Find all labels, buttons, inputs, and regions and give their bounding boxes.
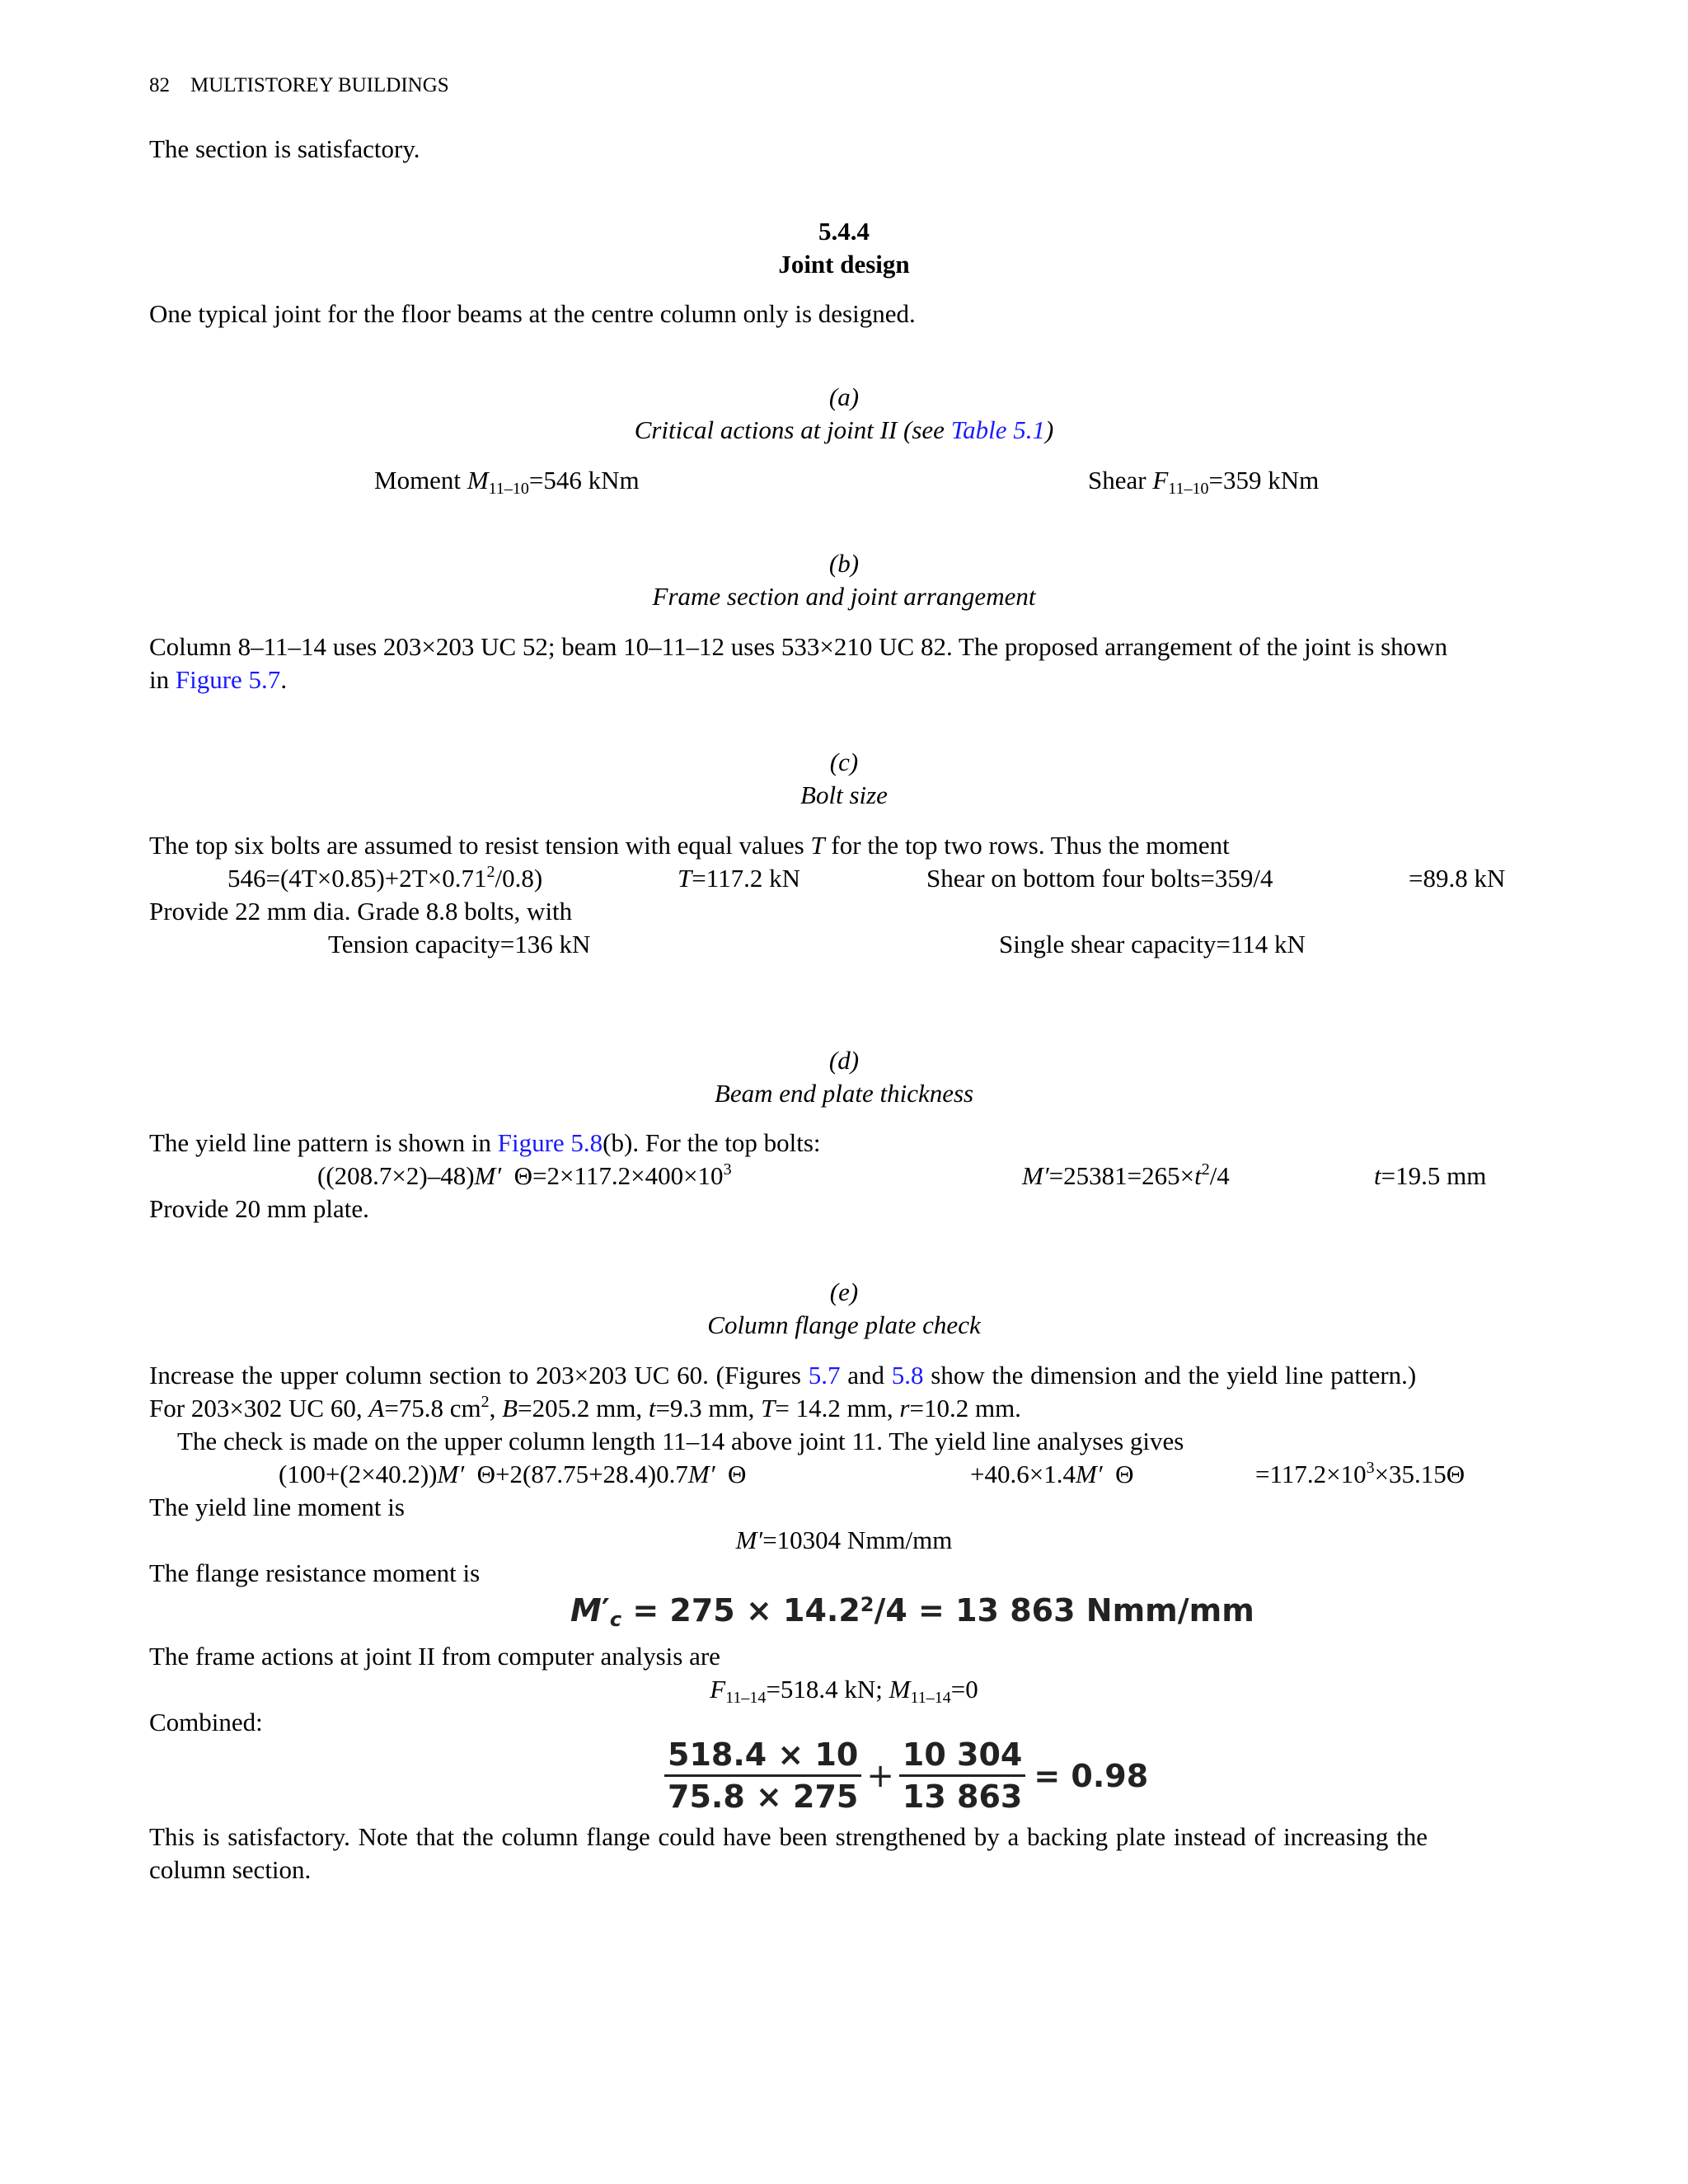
fraction-1: [664, 1736, 861, 1815]
plate-thickness-result: t=19.5 mm: [1374, 1161, 1487, 1190]
fraction-2-denominator: 13 863: [902, 1779, 1023, 1815]
yield-line-moment: M′=10304 Nmm/mm: [735, 1526, 953, 1554]
subsection-a-title: [0, 414, 1688, 447]
subsection-c-title: Bolt size: [800, 780, 888, 809]
plate-moment-equation: $M'=25381=265\times t^2/4$: [1022, 1160, 1230, 1190]
subsection-e-line-5: The flange resistance moment is: [149, 1558, 481, 1587]
yield-line-analysis-part-2: +40.6×1.4M′ Θ: [970, 1460, 1134, 1488]
fraction-2-numerator: 10 304: [899, 1736, 1025, 1777]
running-title: MULTISTOREY BUILDINGS: [190, 74, 449, 96]
subsection-e-line-6: The frame actions at joint II from computer analysis are: [149, 1642, 720, 1671]
plus-sign: +: [866, 1756, 894, 1795]
subsection-e-title: Column flange plate check: [707, 1310, 981, 1339]
subsection-e-line-1: Increase the upper column section to 203×203 UC 60. (Figures 5.7 and 5.8 show the dimension and the yield line pattern.): [149, 1361, 1417, 1390]
subsection-c-line-1: The top six bolts are assumed to resist tension with equal values T for the top two rows. Thus the moment: [149, 831, 1230, 860]
shear-bolts-equation: Shear on bottom four bolts=359/4: [926, 864, 1273, 893]
subsection-b-label: (b): [828, 549, 860, 578]
subsection-a-label: (a): [828, 382, 860, 411]
subsection-a-title-end: ): [1044, 415, 1054, 444]
subsection-d-label: (d): [828, 1046, 860, 1075]
tension-capacity: Tension capacity=136 kN: [328, 930, 591, 958]
moment-equation: $546=(4T\times 0.85)+2T\times 0.71^2/0.8$): [227, 863, 543, 893]
shear-value: Shear $F_{11-10}=359$ kNm: [1088, 466, 1320, 498]
combined-equation: [664, 1736, 1148, 1815]
fraction-2: [899, 1736, 1025, 1815]
intro-paragraph: The section is satisfactory.: [149, 134, 420, 163]
yield-line-analysis-part-1: (100+(2×40.2))M′ Θ+2(87.75+28.4)0.7M′ Θ: [279, 1460, 747, 1488]
flange-resistance-equation: $M'_c = 275 \times 14.2^2/4 = 13$ 863 Nmm/mm: [570, 1592, 1254, 1631]
subsection-b-line-2: in Figure 5.7.: [149, 665, 288, 694]
section-number: 5.4.4: [818, 217, 870, 246]
figure-5-8-link[interactable]: Figure 5.8: [497, 1128, 603, 1157]
subsection-d-line-3: Provide 20 mm plate.: [149, 1194, 369, 1223]
fraction-1-numerator: 518.4 × 10: [664, 1736, 861, 1777]
single-shear-capacity: Single shear capacity=114 kN: [999, 930, 1306, 958]
subsection-a-title-text: Critical actions at joint II (see: [634, 415, 951, 444]
subsection-b-line-1: Column 8–11–14 uses 203×203 UC 52; beam 10–11–12 uses 533×210 UC 82. The proposed arrangement of the joint is shown: [149, 632, 1448, 661]
subsection-c-label: (c): [829, 748, 859, 776]
figure-5-8-link-2[interactable]: 5.8: [891, 1361, 924, 1390]
subsection-e-line-3: The check is made on the upper column length 11–14 above joint 11. The yield line analyses gives: [177, 1427, 1184, 1455]
table-5-1-link[interactable]: Table 5.1: [950, 415, 1045, 444]
section-title: Joint design: [778, 250, 910, 279]
section-properties: For 203×302 UC 60, A=75.8 $cm^2$, B=205.2 mm, t=9.3 mm, T= 14.2 mm, r=10.2 mm.: [149, 1393, 1021, 1422]
figure-5-7-link-2[interactable]: 5.7: [808, 1361, 841, 1390]
subsection-b-title: Frame section and joint arrangement: [652, 582, 1036, 611]
subsection-c-line-3: Provide 22 mm dia. Grade 8.8 bolts, with: [149, 897, 573, 926]
yield-line-equation: ((208.7×2)–48)M′ $\Theta=2\times 117.2\times 400\times 10^3$: [317, 1160, 732, 1190]
frame-actions: $F_{11-14}=518.4$ kN; $M_{11-14}=0$: [710, 1675, 978, 1707]
subsection-e-line-8: This is satisfactory. Note that the column flange could have been strengthened by a backing plate instead of increasing the: [149, 1822, 1428, 1851]
subsection-e-line-4: The yield line moment is: [149, 1493, 405, 1521]
yield-line-analysis-part-3: $=117.2\times 10^3\times 35.15\Theta$: [1255, 1459, 1465, 1488]
fraction-1-denominator: 75.8 × 275: [668, 1779, 859, 1815]
moment-value: Moment $M_{11-10}=546$ kNm: [374, 466, 640, 498]
subsection-d-line-1: The yield line pattern is shown in Figure 5.8(b). For the top bolts:: [149, 1128, 821, 1157]
subsection-d-title: Beam end plate thickness: [714, 1079, 974, 1108]
subsection-e-label: (e): [829, 1277, 859, 1306]
subsection-e-line-9: column section.: [149, 1855, 312, 1884]
combined-result: = 0.98: [1034, 1757, 1149, 1794]
page-header: [149, 69, 449, 102]
subsection-e-line-7: Combined:: [149, 1708, 263, 1736]
figure-5-7-link[interactable]: Figure 5.7: [175, 665, 281, 694]
tension-result: T=117.2 kN: [678, 864, 800, 893]
shear-bolts-result: =89.8 kN: [1409, 864, 1506, 893]
section-intro: One typical joint for the floor beams at the centre column only is designed.: [149, 299, 916, 328]
page-number: 82: [149, 74, 170, 96]
